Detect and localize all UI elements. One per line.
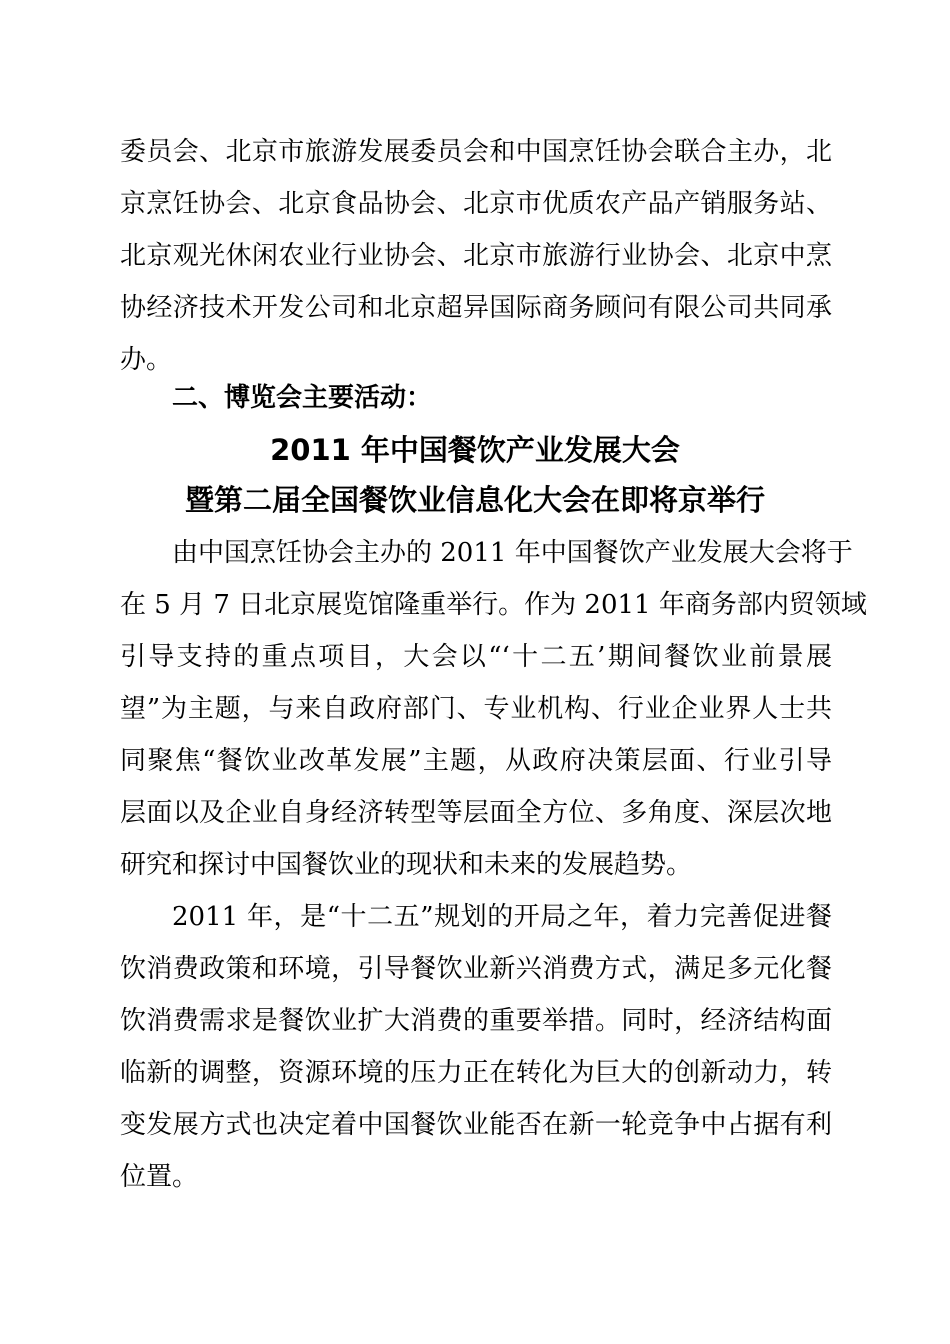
text-line: 在 5 月 7 日北京展览馆隆重举行。作为 2011 年商务部内贸领域 (120, 590, 867, 620)
text-line: 变发展方式也决定着中国餐饮业能否在新一轮竞争中占据有利 (120, 1110, 832, 1140)
text-line: 饮消费政策和环境，引导餐饮业新兴消费方式，满足多元化餐 (120, 954, 832, 984)
text-line: 研究和探讨中国餐饮业的现状和未来的发展趋势。 (120, 850, 693, 880)
text-line: 层面以及企业自身经济转型等层面全方位、多角度、深层次地 (120, 798, 832, 828)
text-line: 饮消费需求是餐饮业扩大消费的重要举措。同时，经济结构面 (120, 1006, 832, 1036)
article-title-line-1: 2011 年中国餐饮产业发展大会 (270, 433, 680, 467)
text-line: 协经济技术开发公司和北京超异国际商务顾问有限公司共同承 (120, 293, 832, 323)
text-line: 同聚焦“餐饮业改革发展”主题，从政府决策层面、行业引导 (120, 746, 832, 776)
text-line: 位置。 (120, 1162, 199, 1192)
text-line: 办。 (120, 345, 173, 375)
text-line: 委员会、北京市旅游发展委员会和中国烹饪协会联合主办，北 (120, 137, 832, 167)
text-line: 北京观光休闲农业行业协会、北京市旅游行业协会、北京中烹 (120, 241, 832, 271)
text-line: 临新的调整，资源环境的压力正在转化为巨大的创新动力，转 (120, 1058, 832, 1088)
section-heading: 二、博览会主要活动： (172, 383, 433, 413)
text-line: 由中国烹饪协会主办的 2011 年中国餐饮产业发展大会将于 (172, 538, 853, 568)
text-line: 引导支持的重点项目，大会以“‘十二五’期间餐饮业前景展 (120, 642, 832, 672)
text-line: 2011 年，是“十二五”规划的开局之年，着力完善促进餐 (172, 902, 832, 932)
article-title-line-2: 暨第二届全国餐饮业信息化大会在即将京举行 (184, 483, 765, 517)
text-line: 京烹饪协会、北京食品协会、北京市优质农产品产销服务站、 (120, 189, 832, 219)
text-line: 望”为主题，与来自政府部门、专业机构、行业企业界人士共 (120, 694, 832, 724)
